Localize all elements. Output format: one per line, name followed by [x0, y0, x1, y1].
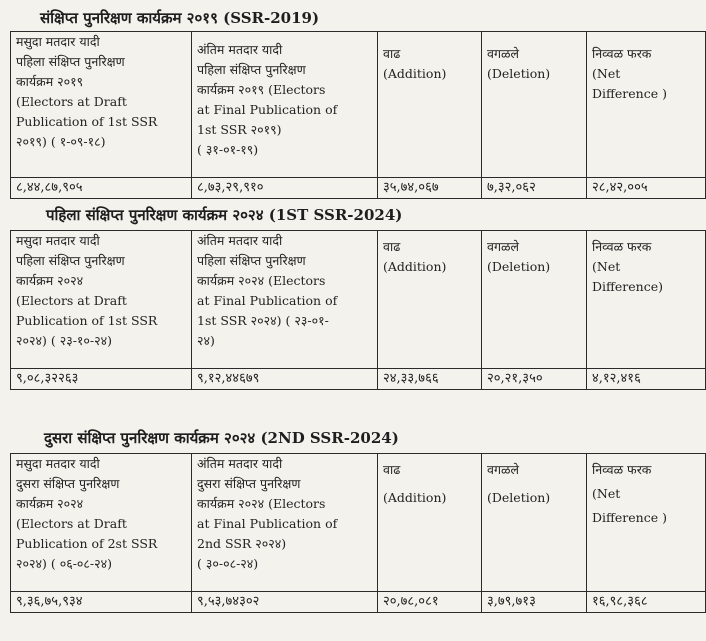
cell-line: निव्वळ फरक — [592, 462, 652, 477]
net-difference-header — [587, 231, 706, 369]
cell-line: मसुदा मतदार यादी — [16, 233, 100, 248]
final-electors-value: ८,७३,२९,९१० — [192, 178, 378, 199]
ssr-table — [10, 453, 706, 613]
deletion-header — [482, 231, 587, 369]
addition-value: २०,७८,०८१ — [378, 592, 482, 613]
cell-line: पहिला संक्षिप्त पुनरिक्षण — [16, 54, 125, 69]
cell-line: वगळले — [487, 239, 519, 254]
cell-line: २०२४) ( ०६-०८-२४) — [16, 556, 113, 571]
cell-line: Publication of 1st SSR — [16, 313, 158, 328]
cell-line: कार्यक्रम २०१९ (Electors — [197, 82, 326, 97]
cell-line: २०१९) ( १-०९-१८) — [16, 134, 106, 149]
cell-line: (Net — [592, 259, 621, 274]
cell-line: 1st SSR २०२४) ( २३-०१- — [197, 313, 329, 328]
cell-line: Difference ) — [592, 510, 667, 525]
cell-line: मसुदा मतदार यादी — [16, 456, 100, 471]
deletion-value: ३,७९,७१३ — [482, 592, 587, 613]
cell-line: वगळले — [487, 462, 519, 477]
cell-line: (Net — [592, 66, 621, 81]
table-header-row — [11, 32, 706, 178]
table-row — [11, 369, 706, 390]
cell-line: at Final Publication of — [197, 516, 338, 531]
deletion-value: ७,३२,०६२ — [482, 178, 587, 199]
deletion-header — [482, 32, 587, 178]
table-header-row — [11, 231, 706, 369]
draft-electors-header — [11, 454, 192, 592]
deletion-value: २०,२१,३५० — [482, 369, 587, 390]
cell-line: वगळले — [487, 46, 519, 61]
cell-line: (Addition) — [383, 66, 447, 81]
cell-line: वाढ — [383, 239, 401, 254]
cell-line: अंतिम मतदार यादी — [197, 42, 283, 57]
table-header-row — [11, 454, 706, 592]
cell-line: Publication of 1st SSR — [16, 114, 158, 129]
section-title: पहिला संक्षिप्त पुनरिक्षण कार्यक्रम २०२४ (1ST SSR-2024) — [46, 206, 403, 224]
addition-header — [378, 231, 482, 369]
cell-line: पहिला संक्षिप्त पुनरिक्षण — [197, 62, 306, 77]
addition-header — [378, 32, 482, 178]
cell-line: दुसरा संक्षिप्त पुनरिक्षण — [16, 476, 120, 491]
cell-line: (Deletion) — [487, 259, 551, 274]
deletion-header — [482, 454, 587, 592]
net-difference-value: १६,९८,३६८ — [587, 592, 706, 613]
addition-value: २४,३३,७६६ — [378, 369, 482, 390]
cell-line: दुसरा संक्षिप्त पुनरिक्षण — [197, 476, 301, 491]
cell-line: (Net — [592, 486, 621, 501]
cell-line: निव्वळ फरक — [592, 239, 652, 254]
cell-line: (Addition) — [383, 259, 447, 274]
cell-line: कार्यक्रम २०२४ — [16, 273, 84, 288]
final-electors-header — [192, 32, 378, 178]
final-electors-value: ९,१२,४४६७९ — [192, 369, 378, 390]
net-difference-value: २८,४२,००५ — [587, 178, 706, 199]
net-difference-value: ४,१२,४१६ — [587, 369, 706, 390]
section-title: दुसरा संक्षिप्त पुनरिक्षण कार्यक्रम २०२४ (2ND SSR-2024) — [44, 429, 399, 447]
net-difference-header — [587, 32, 706, 178]
draft-electors-value: ९,०८,३२२६३ — [11, 369, 192, 390]
cell-line: (Electors at Draft — [16, 293, 127, 308]
final-electors-header — [192, 231, 378, 369]
cell-line: ( ३०-०८-२४) — [197, 556, 259, 571]
cell-line: (Deletion) — [487, 66, 551, 81]
cell-line: वाढ — [383, 46, 401, 61]
cell-line: 1st SSR २०१९) — [197, 122, 282, 137]
ssr-table — [10, 230, 706, 390]
cell-line: मसुदा मतदार यादी — [16, 34, 100, 49]
draft-electors-value: ८,४४,८७,९०५ — [11, 178, 192, 199]
table-row — [11, 178, 706, 199]
cell-line: Difference) — [592, 279, 663, 294]
cell-line: निव्वळ फरक — [592, 46, 652, 61]
net-difference-header — [587, 454, 706, 592]
cell-line: Difference ) — [592, 86, 667, 101]
cell-line: अंतिम मतदार यादी — [197, 233, 283, 248]
cell-line: कार्यक्रम २०२४ (Electors — [197, 273, 326, 288]
cell-line: (Electors at Draft — [16, 516, 127, 531]
cell-line: २४) — [197, 333, 215, 348]
cell-line: कार्यक्रम २०१९ — [16, 74, 84, 89]
final-electors-header — [192, 454, 378, 592]
section-title: संक्षिप्त पुनरिक्षण कार्यक्रम २०१९ (SSR-2019) — [40, 9, 320, 27]
addition-value: ३५,७४,०६७ — [378, 178, 482, 199]
cell-line: (Addition) — [383, 490, 447, 505]
cell-line: (Electors at Draft — [16, 94, 127, 109]
cell-line: वाढ — [383, 462, 401, 477]
final-electors-value: ९,५३,७४३०२ — [192, 592, 378, 613]
cell-line: ( ३१-०१-१९) — [197, 142, 259, 157]
table-row — [11, 592, 706, 613]
cell-line: अंतिम मतदार यादी — [197, 456, 283, 471]
cell-line: at Final Publication of — [197, 293, 338, 308]
cell-line: पहिला संक्षिप्त पुनरिक्षण — [16, 253, 125, 268]
cell-line: Publication of 2st SSR — [16, 536, 158, 551]
draft-electors-header — [11, 231, 192, 369]
cell-line: पहिला संक्षिप्त पुनरिक्षण — [197, 253, 306, 268]
cell-line: at Final Publication of — [197, 102, 338, 117]
cell-line: कार्यक्रम २०२४ (Electors — [197, 496, 326, 511]
draft-electors-value: ९,३६,७५,९३४ — [11, 592, 192, 613]
addition-header — [378, 454, 482, 592]
cell-line: 2nd SSR २०२४) — [197, 536, 287, 551]
cell-line: (Deletion) — [487, 490, 551, 505]
cell-line: कार्यक्रम २०२४ — [16, 496, 84, 511]
draft-electors-header — [11, 32, 192, 178]
cell-line: २०२४) ( २३-१०-२४) — [16, 333, 113, 348]
ssr-table — [10, 31, 706, 199]
